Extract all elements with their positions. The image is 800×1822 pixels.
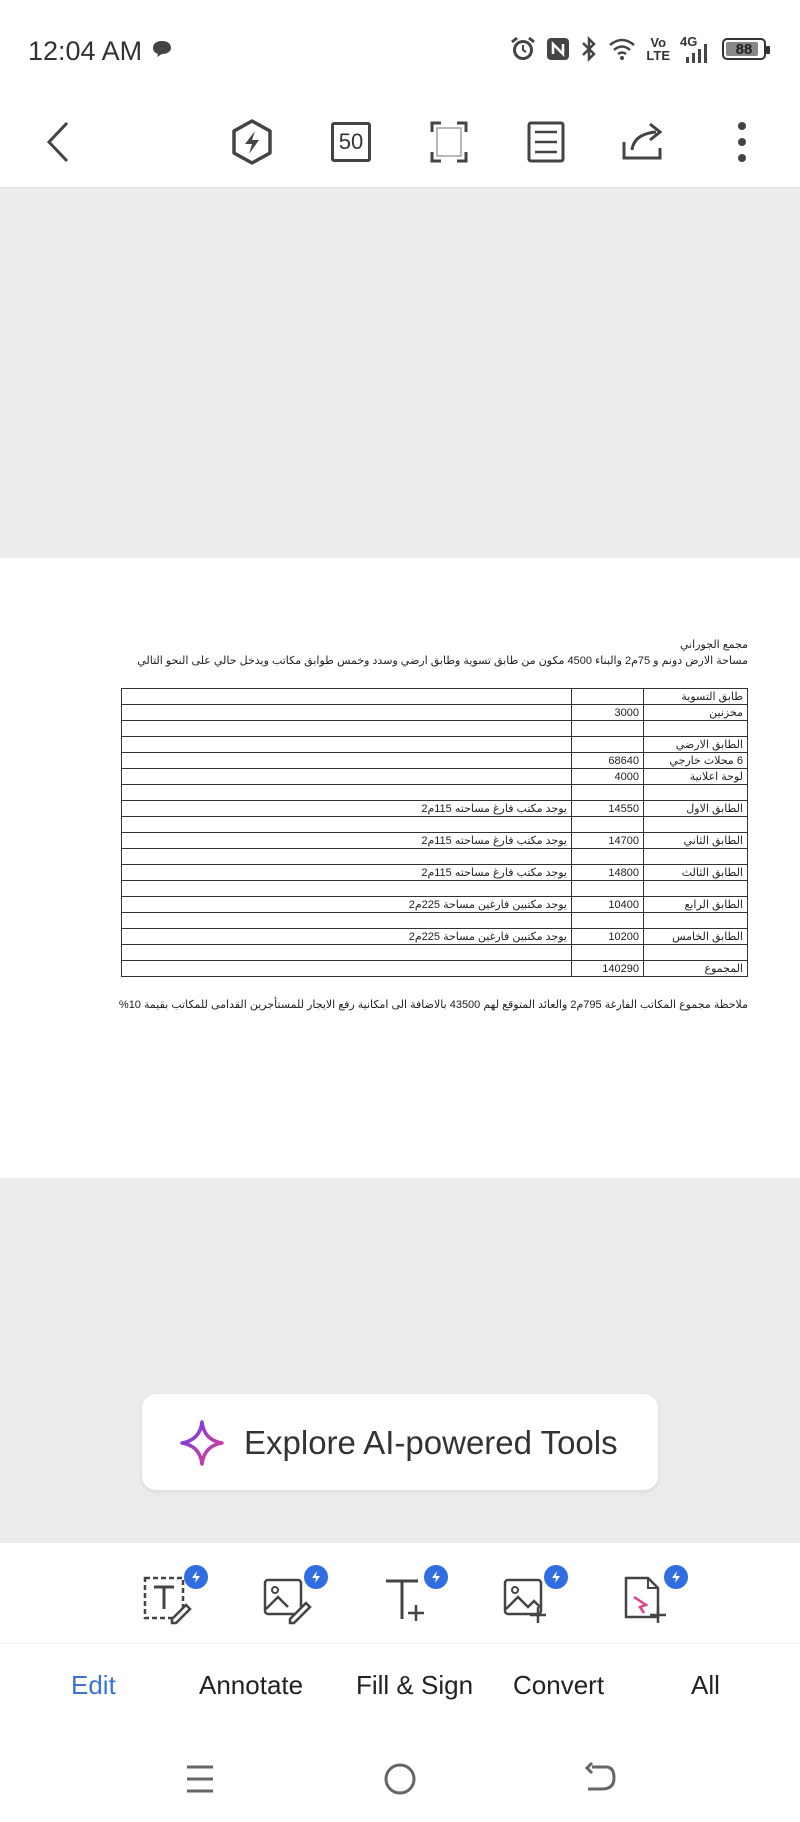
row-value: 4000 xyxy=(572,769,644,785)
table-row xyxy=(122,705,748,721)
tab-fill-sign[interactable]: Fill & Sign xyxy=(356,1670,474,1700)
row-label: 6 محلات خارجي xyxy=(644,753,748,769)
table-row xyxy=(122,817,748,833)
back-nav-button[interactable] xyxy=(570,1754,630,1804)
row-value xyxy=(572,913,644,929)
document-viewer[interactable] xyxy=(0,188,800,1543)
system-nav-bar xyxy=(0,1734,800,1822)
row-label: الطابق الثالث xyxy=(644,865,748,881)
row-label: مخزنين xyxy=(644,705,748,721)
row-value xyxy=(572,849,644,865)
pro-badge-icon xyxy=(304,1565,328,1589)
row-note xyxy=(122,689,572,705)
volte-indicator: Vo LTE xyxy=(646,35,670,63)
tab-edit[interactable]: Edit xyxy=(71,1670,116,1700)
chat-bubble-icon xyxy=(152,40,172,58)
row-value xyxy=(572,785,644,801)
row-note xyxy=(122,721,572,737)
table-row xyxy=(122,929,748,945)
doc-footer: ملاحظة مجموع المكاتب الفارغة 795م2 والعائد المتوقع لهم 43500 بالاضافة الى امكانية رفع الايجار للمستأجرين القدامى للمكاتب بقيمة 10% xyxy=(118,999,748,1011)
table-row xyxy=(122,785,748,801)
row-value: 14800 xyxy=(572,865,644,881)
chevron-left-icon xyxy=(43,120,73,164)
home-circle-icon xyxy=(382,1761,418,1797)
share-button[interactable] xyxy=(612,110,676,174)
tab-all[interactable]: All xyxy=(691,1670,720,1700)
row-label xyxy=(644,945,748,961)
back-arrow-icon xyxy=(582,1761,618,1797)
row-note: يوجد مكتب فارغ مساحته 115م2 xyxy=(122,865,572,881)
table-row xyxy=(122,721,748,737)
row-note: يوجد مكتبين فارغين مساحة 225م2 xyxy=(122,897,572,913)
row-note: يوجد مكتب فارغ مساحته 115م2 xyxy=(122,801,572,817)
lightning-hexagon-icon xyxy=(229,118,275,166)
row-value: 10200 xyxy=(572,929,644,945)
pro-badge-icon xyxy=(544,1565,568,1589)
row-label xyxy=(644,849,748,865)
row-note xyxy=(122,737,572,753)
add-page-tool[interactable] xyxy=(618,1565,688,1629)
row-note xyxy=(122,945,572,961)
row-note xyxy=(122,881,572,897)
pro-badge-icon xyxy=(184,1565,208,1589)
row-note xyxy=(122,849,572,865)
more-options-button[interactable] xyxy=(710,110,774,174)
table-row xyxy=(122,913,748,929)
zoom-level: 50 xyxy=(331,122,371,162)
edit-text-tool[interactable] xyxy=(138,1565,208,1629)
tools-row xyxy=(0,1543,800,1644)
alarm-icon xyxy=(510,36,536,62)
pro-badge-icon xyxy=(424,1565,448,1589)
table-row xyxy=(122,865,748,881)
back-button[interactable] xyxy=(26,110,90,174)
row-note xyxy=(122,961,572,977)
row-note xyxy=(122,769,572,785)
fullscreen-icon xyxy=(429,120,469,164)
row-value: 10400 xyxy=(572,897,644,913)
row-value xyxy=(572,817,644,833)
document-view-icon xyxy=(526,120,566,164)
add-image-tool[interactable] xyxy=(498,1565,568,1629)
home-button[interactable] xyxy=(370,1754,430,1804)
status-time: 12:04 AM xyxy=(28,36,143,66)
row-value xyxy=(572,721,644,737)
bluetooth-icon xyxy=(580,36,598,62)
signal-icon xyxy=(680,34,712,64)
status-bar xyxy=(0,0,800,100)
tab-convert[interactable]: Convert xyxy=(513,1670,605,1700)
ai-tools-button[interactable] xyxy=(220,110,284,174)
page-view-button[interactable] xyxy=(514,110,578,174)
add-text-tool[interactable] xyxy=(378,1565,448,1629)
row-label: الطابق الارضي xyxy=(644,737,748,753)
table-row xyxy=(122,801,748,817)
tab-annotate[interactable]: Annotate xyxy=(199,1670,304,1700)
doc-title: مجمع الجوراني xyxy=(679,639,748,651)
row-value xyxy=(572,881,644,897)
row-note: يوجد مكتبين فارغين مساحة 225م2 xyxy=(122,929,572,945)
row-label xyxy=(644,721,748,737)
table-row xyxy=(122,945,748,961)
table-row xyxy=(122,833,748,849)
row-label: لوحة اعلانية xyxy=(644,769,748,785)
row-value: 14700 xyxy=(572,833,644,849)
row-label: الطابق الرابع xyxy=(644,897,748,913)
status-icons xyxy=(510,32,766,66)
table-row xyxy=(122,753,748,769)
row-label xyxy=(644,881,748,897)
row-value: 68640 xyxy=(572,753,644,769)
edit-image-tool[interactable] xyxy=(258,1565,328,1629)
more-vertical-icon xyxy=(736,120,748,164)
nfc-icon xyxy=(546,37,570,61)
row-label xyxy=(644,785,748,801)
row-label: طابق التسوية xyxy=(644,689,748,705)
menu-lines-icon xyxy=(184,1763,216,1795)
explore-ai-tools-button[interactable] xyxy=(142,1394,658,1490)
battery-level: 88 xyxy=(735,40,753,58)
sparkle-icon xyxy=(180,1420,224,1466)
row-label xyxy=(644,913,748,929)
row-value xyxy=(572,945,644,961)
row-label: الطابق الاول xyxy=(644,801,748,817)
doc-table xyxy=(121,688,748,977)
row-value: 3000 xyxy=(572,705,644,721)
table-row xyxy=(122,769,748,785)
row-note: يوجد مكتب فارغ مساحته 115م2 xyxy=(122,833,572,849)
ai-tools-label: Explore AI-powered Tools xyxy=(244,1424,618,1461)
pro-badge-icon xyxy=(664,1565,688,1589)
network-type: 4G xyxy=(680,34,698,49)
row-value: 14550 xyxy=(572,801,644,817)
doc-intro: مساحة الارض دونم و 75م2 والبناء 4500 مكون من طابق تسوية وطابق ارضي وسدد وخمس طوابق مكاتب ويدخل حالي على النحو التالي xyxy=(137,655,748,667)
zoom-button[interactable] xyxy=(319,110,383,174)
table-row xyxy=(122,737,748,753)
top-toolbar xyxy=(0,100,800,188)
document-page[interactable] xyxy=(0,558,800,1178)
recent-apps-button[interactable] xyxy=(170,1754,230,1804)
table-row xyxy=(122,897,748,913)
fullscreen-button[interactable] xyxy=(417,110,481,174)
row-value: 140290 xyxy=(572,961,644,977)
table-row xyxy=(122,689,748,705)
row-label: المجموع xyxy=(644,961,748,977)
table-row xyxy=(122,881,748,897)
bottom-tabs xyxy=(0,1644,800,1734)
row-note xyxy=(122,785,572,801)
row-value xyxy=(572,689,644,705)
row-note xyxy=(122,705,572,721)
share-icon xyxy=(620,120,668,164)
row-value xyxy=(572,737,644,753)
row-label: الطابق الثاني xyxy=(644,833,748,849)
row-label: الطابق الخامس xyxy=(644,929,748,945)
wifi-icon xyxy=(608,38,636,60)
table-row xyxy=(122,849,748,865)
row-note xyxy=(122,753,572,769)
row-note xyxy=(122,913,572,929)
table-row xyxy=(122,961,748,977)
row-label xyxy=(644,817,748,833)
row-note xyxy=(122,817,572,833)
battery-icon xyxy=(722,38,766,60)
